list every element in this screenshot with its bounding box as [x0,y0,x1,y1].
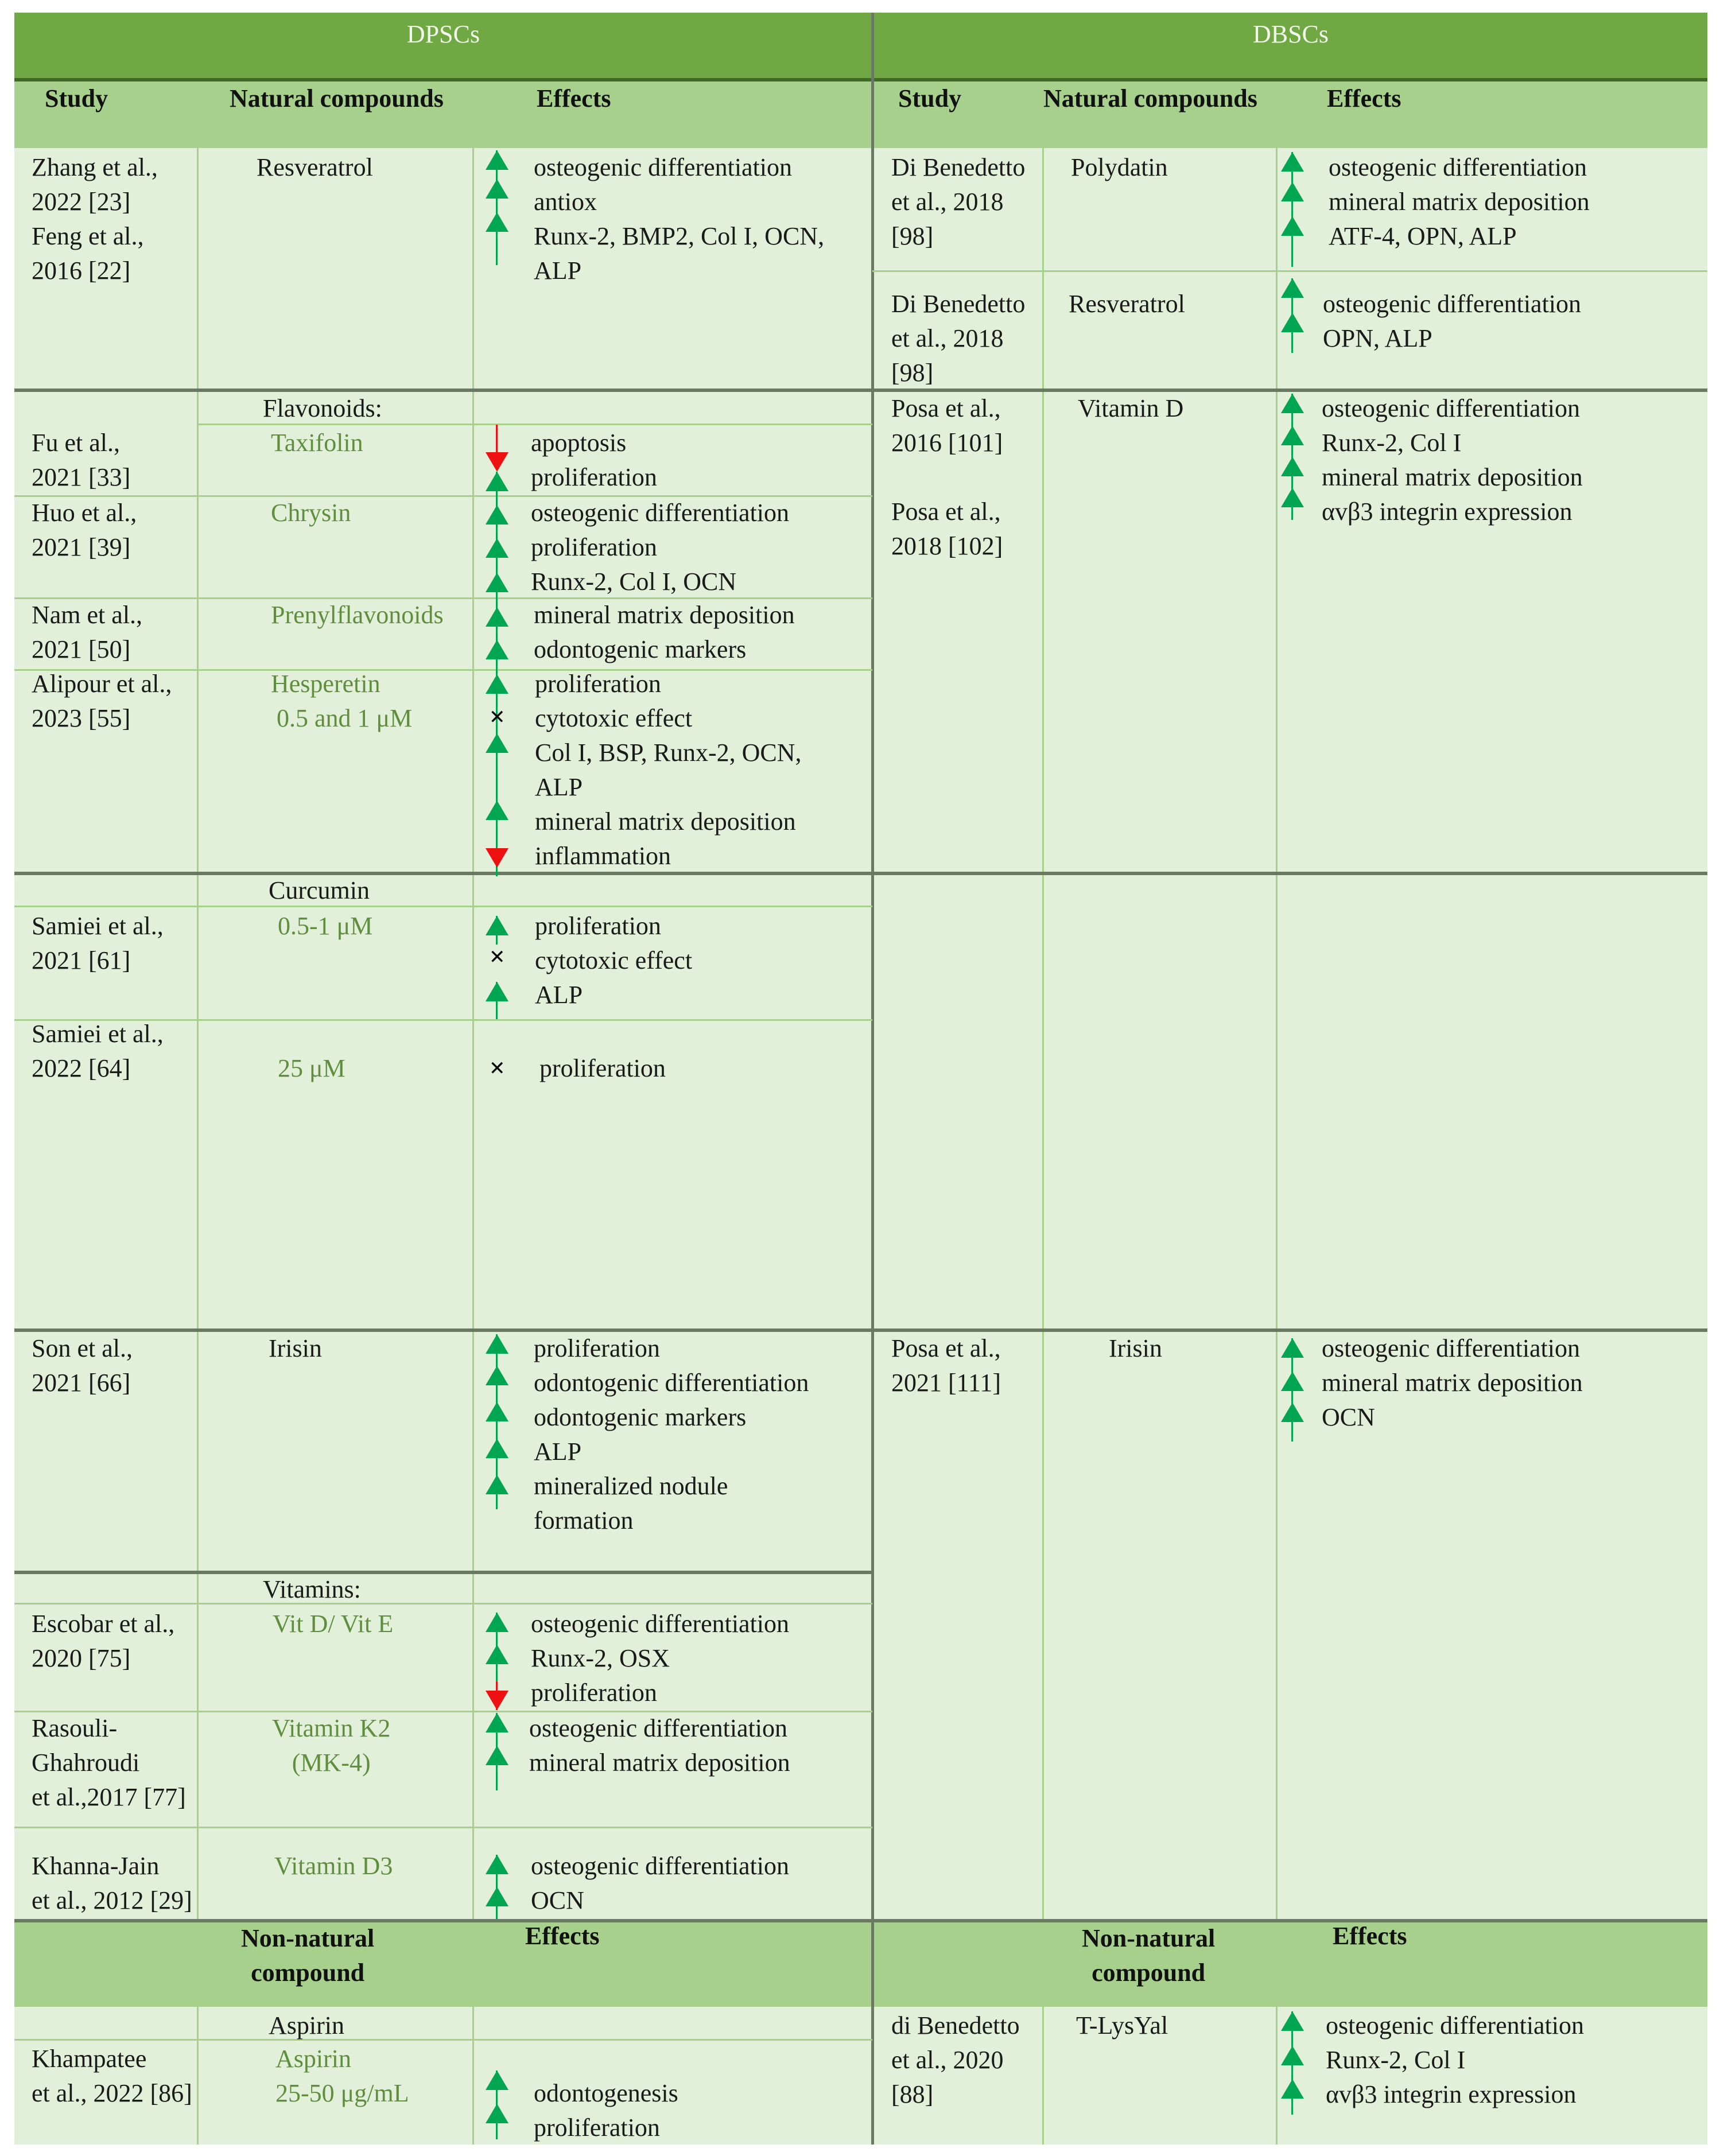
effect-item: Runx-2, BMP2, Col I, OCN, [534,222,825,250]
up-arrow-icon [486,1746,508,1765]
effect-arrows [486,916,508,1019]
study-line: Samiei et al., [32,1020,164,1048]
row-divider [14,1827,872,1828]
effect-arrows [1281,152,1304,267]
up-arrow-icon [1281,394,1304,413]
study-line: Di Benedetto [891,290,1026,318]
x-mark-icon: ✕ [489,706,506,729]
compound-line: Aspirin [275,2045,351,2073]
study-cell [32,2042,192,2111]
study-line: et al., 2018 [891,188,1004,216]
effect-arrows [486,150,508,265]
effect-item: αvβ3 integrin expression [1326,2080,1577,2108]
group-label-flavonoids: Flavonoids: [263,394,382,422]
effect-item: OCN [1322,1403,1375,1431]
study-line: 2016 [101] [891,429,1003,457]
effect-item: proliferation [534,1334,660,1362]
compound-cell: Vit D/ Vit E [273,1610,394,1638]
effect-item: osteogenic differentiation [1326,2011,1585,2040]
down-arrow-icon [486,452,508,472]
up-arrow-icon [486,1402,508,1421]
effect-item: proliferation [535,670,661,698]
effects-cell [1322,1331,1583,1435]
effect-item: osteogenic differentiation [531,1610,790,1638]
study-line: Feng et al., [32,222,144,250]
study-cell [32,1017,164,1086]
effect-item: proliferation [539,1054,666,1082]
grid-line [197,148,199,2145]
up-arrow-icon [1281,1403,1304,1422]
study-line: Huo et al., [32,499,137,527]
row-divider [14,2039,872,2041]
compound-cell [272,1711,390,1780]
dbscs-col-effects-2: Effects [1333,1922,1407,1950]
effect-item: osteogenic differentiation [529,1714,788,1742]
study-cell [891,2009,1020,2112]
up-arrow-icon [486,150,508,170]
header-line: compound [251,1959,365,1987]
up-arrow-icon [486,801,508,820]
study-line: 2018 [102] [891,532,1003,560]
effect-item: osteogenic differentiation [1329,153,1587,181]
up-arrow-icon [1281,278,1304,298]
up-arrow-icon [1281,313,1304,332]
dpscs-col-natural: Natural compounds [230,84,444,112]
effects-cell [1322,391,1583,529]
dbscs-col-study: Study [898,84,962,112]
study-line: di Benedetto [891,2011,1020,2040]
x-mark-icon: ✕ [489,1057,506,1080]
up-arrow-icon [1281,2079,1304,2099]
effect-item: odontogenic markers [534,1403,747,1431]
compound-line: 0.5 and 1 μM [277,704,413,732]
effect-item: αvβ3 integrin expression [1322,498,1573,526]
up-arrow-icon [1281,1338,1304,1358]
up-arrow-icon [486,607,508,627]
study-line: Alipour et al., [32,670,172,698]
down-arrow-icon [486,1691,508,1710]
study-line: [98] [891,359,934,387]
study-line: Zhang et al., [32,153,158,181]
study-cell [32,1711,186,1815]
effect-item: ATF-4, OPN, ALP [1329,222,1517,250]
study-line: 2022 [23] [32,188,131,216]
up-arrow-icon [1281,216,1304,236]
dpscs-col-effects-2: Effects [525,1922,600,1950]
up-arrow-icon [486,472,508,491]
effect-item: cytotoxic effect [535,946,693,974]
study-cell [32,1607,174,1676]
up-arrow-icon [1281,457,1304,476]
study-line: Nam et al., [32,601,143,629]
effect-item: proliferation [534,2114,660,2142]
study-line: 2021 [33] [32,463,131,491]
dbscs-banner [874,13,1707,80]
compound-cell: T-LysYal [1076,2011,1168,2040]
effects-cell [531,496,789,599]
study-line: [88] [891,2080,934,2108]
study-line: Posa et al., [891,498,1001,526]
effect-item: mineralized nodule [534,1472,728,1500]
study-line: Samiei et al., [32,912,164,940]
effect-item: apoptosis [531,429,627,457]
row-divider [14,1603,872,1605]
effect-item: inflammation [535,842,671,870]
study-cell [891,391,1003,460]
study-line: 2021 [111] [891,1369,1001,1397]
effect-item: formation [534,1506,634,1535]
study-cell [891,287,1025,390]
compound-line: Vitamin K2 [272,1714,391,1742]
up-arrow-icon [486,733,508,753]
compound-cell: Irisin [1109,1334,1162,1362]
study-line: Ghahroudi [32,1749,140,1777]
up-arrow-icon [486,1475,508,1494]
effect-item: proliferation [531,1679,657,1707]
study-line: 2020 [75] [32,1644,131,1672]
study-cell [32,1331,133,1400]
effect-arrows [486,2070,508,2139]
effect-item: OCN [531,1886,584,1914]
effect-arrows [486,1855,508,1919]
study-cell [891,495,1003,564]
study-cell [32,150,158,288]
dpscs-col-study: Study [45,84,108,112]
effect-item: osteogenic differentiation [1322,394,1581,422]
study-line: Khampatee [32,2045,147,2073]
study-line: et al., 2018 [891,324,1004,352]
up-arrow-icon [1281,1372,1304,1391]
study-cell [32,496,137,565]
effect-item: odontogenesis [534,2079,678,2107]
header-line: Non-natural [241,1924,375,1952]
dbscs-col-natural: Natural compounds [1043,84,1257,112]
effect-item: proliferation [531,533,657,561]
study-line: Rasouli- [32,1714,118,1742]
effect-item: mineral matrix deposition [1322,463,1583,491]
up-arrow-icon [1281,2011,1304,2031]
effect-arrows [1281,1338,1304,1442]
effect-item: proliferation [535,912,661,940]
up-arrow-icon [486,1855,508,1874]
study-cell [32,909,164,978]
group-label-vitamins: Vitamins: [263,1575,361,1603]
effect-item: odontogenic differentiation [534,1369,809,1397]
effect-item: osteogenic differentiation [1323,290,1582,318]
effect-item: osteogenic differentiation [531,1852,790,1880]
study-line: [98] [891,222,934,250]
dpscs-title: DPSCs [406,20,480,48]
effects-cell [535,667,802,873]
up-arrow-icon [486,640,508,659]
up-arrow-icon [486,1613,508,1632]
effect-item: ALP [535,981,583,1009]
effect-item: OPN, ALP [1323,324,1432,352]
up-arrow-icon [486,179,508,199]
dbscs-title: DBSCs [1252,20,1329,48]
compound-cell: Taxifolin [271,429,363,457]
grid-line [1042,148,1044,2145]
effect-item: Runx-2, Col I [1326,2046,1466,2074]
study-cell [32,667,172,736]
study-line: et al., 2012 [29] [32,1886,192,1914]
effect-item: mineral matrix deposition [534,601,795,629]
effect-arrows [486,1334,508,1509]
effects-cell [535,909,692,1012]
study-line: Fu et al., [32,429,120,457]
up-arrow-icon [1281,182,1304,201]
study-line: 2016 [22] [32,257,131,285]
effect-item: ALP [534,1438,582,1466]
up-arrow-icon [486,1334,508,1354]
up-arrow-icon [486,1366,508,1385]
compound-cell [271,667,412,736]
compound-cell: Resveratrol [1069,290,1185,318]
up-arrow-icon [1281,426,1304,445]
dpscs-banner [14,13,872,80]
study-line: Khanna-Jain [32,1852,160,1880]
compound-line: 25-50 μg/mL [275,2079,409,2107]
effects-cell [531,1849,789,1918]
study-line: Son et al., [32,1334,133,1362]
section-divider [14,1571,872,1574]
up-arrow-icon [486,982,508,1001]
study-line: 2021 [39] [32,533,131,561]
study-cell [32,598,142,667]
effects-cell [534,1331,809,1538]
dpscs-col-nonnatural [241,1921,374,1990]
effect-item: cytotoxic effect [535,704,693,732]
up-arrow-icon [486,573,508,592]
up-arrow-icon [1281,152,1304,172]
group-label-curcumin: Curcumin [269,876,370,904]
effect-item: Runx-2, OSX [531,1644,670,1672]
study-line: 2021 [66] [32,1369,131,1397]
effect-item: osteogenic differentiation [534,153,793,181]
compound-line: Hesperetin [271,670,381,698]
effect-arrows [1281,278,1304,353]
compound-cell: Chrysin [271,499,351,527]
effects-cell [534,598,795,667]
effects-cell [1326,2009,1584,2112]
up-arrow-icon [486,2070,508,2090]
study-cell [32,1849,192,1918]
study-cell [32,426,130,495]
row-divider [872,270,1707,272]
effects-cell [534,2076,678,2145]
effects-cell [529,1711,790,1780]
effect-item: osteogenic differentiation [1322,1334,1581,1362]
effect-item: odontogenic markers [534,635,747,663]
effect-item: mineral matrix deposition [529,1749,790,1777]
header-line: compound [1092,1959,1206,1987]
effects-cell [534,150,824,288]
study-line: 2021 [50] [32,635,131,663]
effect-item: Col I, BSP, Runx-2, OCN, [535,739,802,767]
study-line: 2022 [64] [32,1054,131,1082]
effect-item: proliferation [531,463,657,491]
effect-item: mineral matrix deposition [535,807,796,836]
center-divider [871,13,874,2145]
dpscs-col-effects: Effects [537,84,611,112]
up-arrow-icon [486,1713,508,1732]
study-line: Posa et al., [891,1334,1001,1362]
up-arrow-icon [486,1887,508,1906]
up-arrow-icon [486,674,508,694]
up-arrow-icon [486,1439,508,1458]
up-arrow-icon [486,505,508,525]
study-cell [891,1331,1001,1400]
header-line: Non-natural [1082,1924,1216,1952]
compound-cell: Prenylflavonoids [271,601,444,629]
study-line: 2021 [61] [32,946,131,974]
effect-item: ALP [534,257,582,285]
up-arrow-icon [486,212,508,232]
study-line: Di Benedetto [891,153,1026,181]
effect-item: ALP [535,773,583,801]
study-line: 2023 [55] [32,704,131,732]
dbscs-col-effects: Effects [1327,84,1401,112]
compound-cell: 25 μM [278,1054,345,1082]
up-arrow-icon [486,538,508,558]
effect-item: Runx-2, Col I [1322,429,1462,457]
compound-cell: Irisin [269,1334,322,1362]
study-line: Escobar et al., [32,1610,175,1638]
effect-arrows [1281,2011,1304,2115]
effect-item: Runx-2, Col I, OCN [531,568,737,596]
up-arrow-icon [486,916,508,935]
up-arrow-icon [1281,2046,1304,2065]
effects-cell [1329,150,1590,254]
effect-arrows [1281,394,1304,520]
effect-item: antiox [534,188,597,216]
study-line: Posa et al., [891,394,1001,422]
effect-item: mineral matrix deposition [1322,1369,1583,1397]
down-arrow-icon [486,848,508,868]
group-label-aspirin: Aspirin [269,2011,344,2040]
grid-line [472,129,474,2145]
dbscs-col-nonnatural [1082,1921,1215,1990]
row-divider [14,906,872,907]
effects-cell [531,426,657,495]
effects-cell [1323,287,1581,356]
effect-arrows [486,425,508,878]
effect-item: mineral matrix deposition [1329,188,1590,216]
compound-cell: Vitamin D3 [274,1852,393,1880]
study-line: et al., 2022 [86] [32,2079,192,2107]
study-cell [891,150,1025,254]
up-arrow-icon [486,1645,508,1664]
compound-cell: Resveratrol [257,153,373,181]
study-line: et al.,2017 [77] [32,1783,186,1811]
study-line: et al., 2020 [891,2046,1004,2074]
compound-cell: Vitamin D [1078,394,1184,422]
compound-cell [275,2042,409,2111]
compound-cell: Polydatin [1071,153,1168,181]
up-arrow-icon [1281,488,1304,507]
compound-line: (MK-4) [292,1749,371,1777]
effect-item: osteogenic differentiation [531,499,790,527]
effects-cell [531,1607,789,1710]
up-arrow-icon [486,2104,508,2123]
x-mark-icon: ✕ [489,946,506,969]
compound-cell: 0.5-1 μM [278,912,373,940]
effects-cell [539,1051,666,1086]
